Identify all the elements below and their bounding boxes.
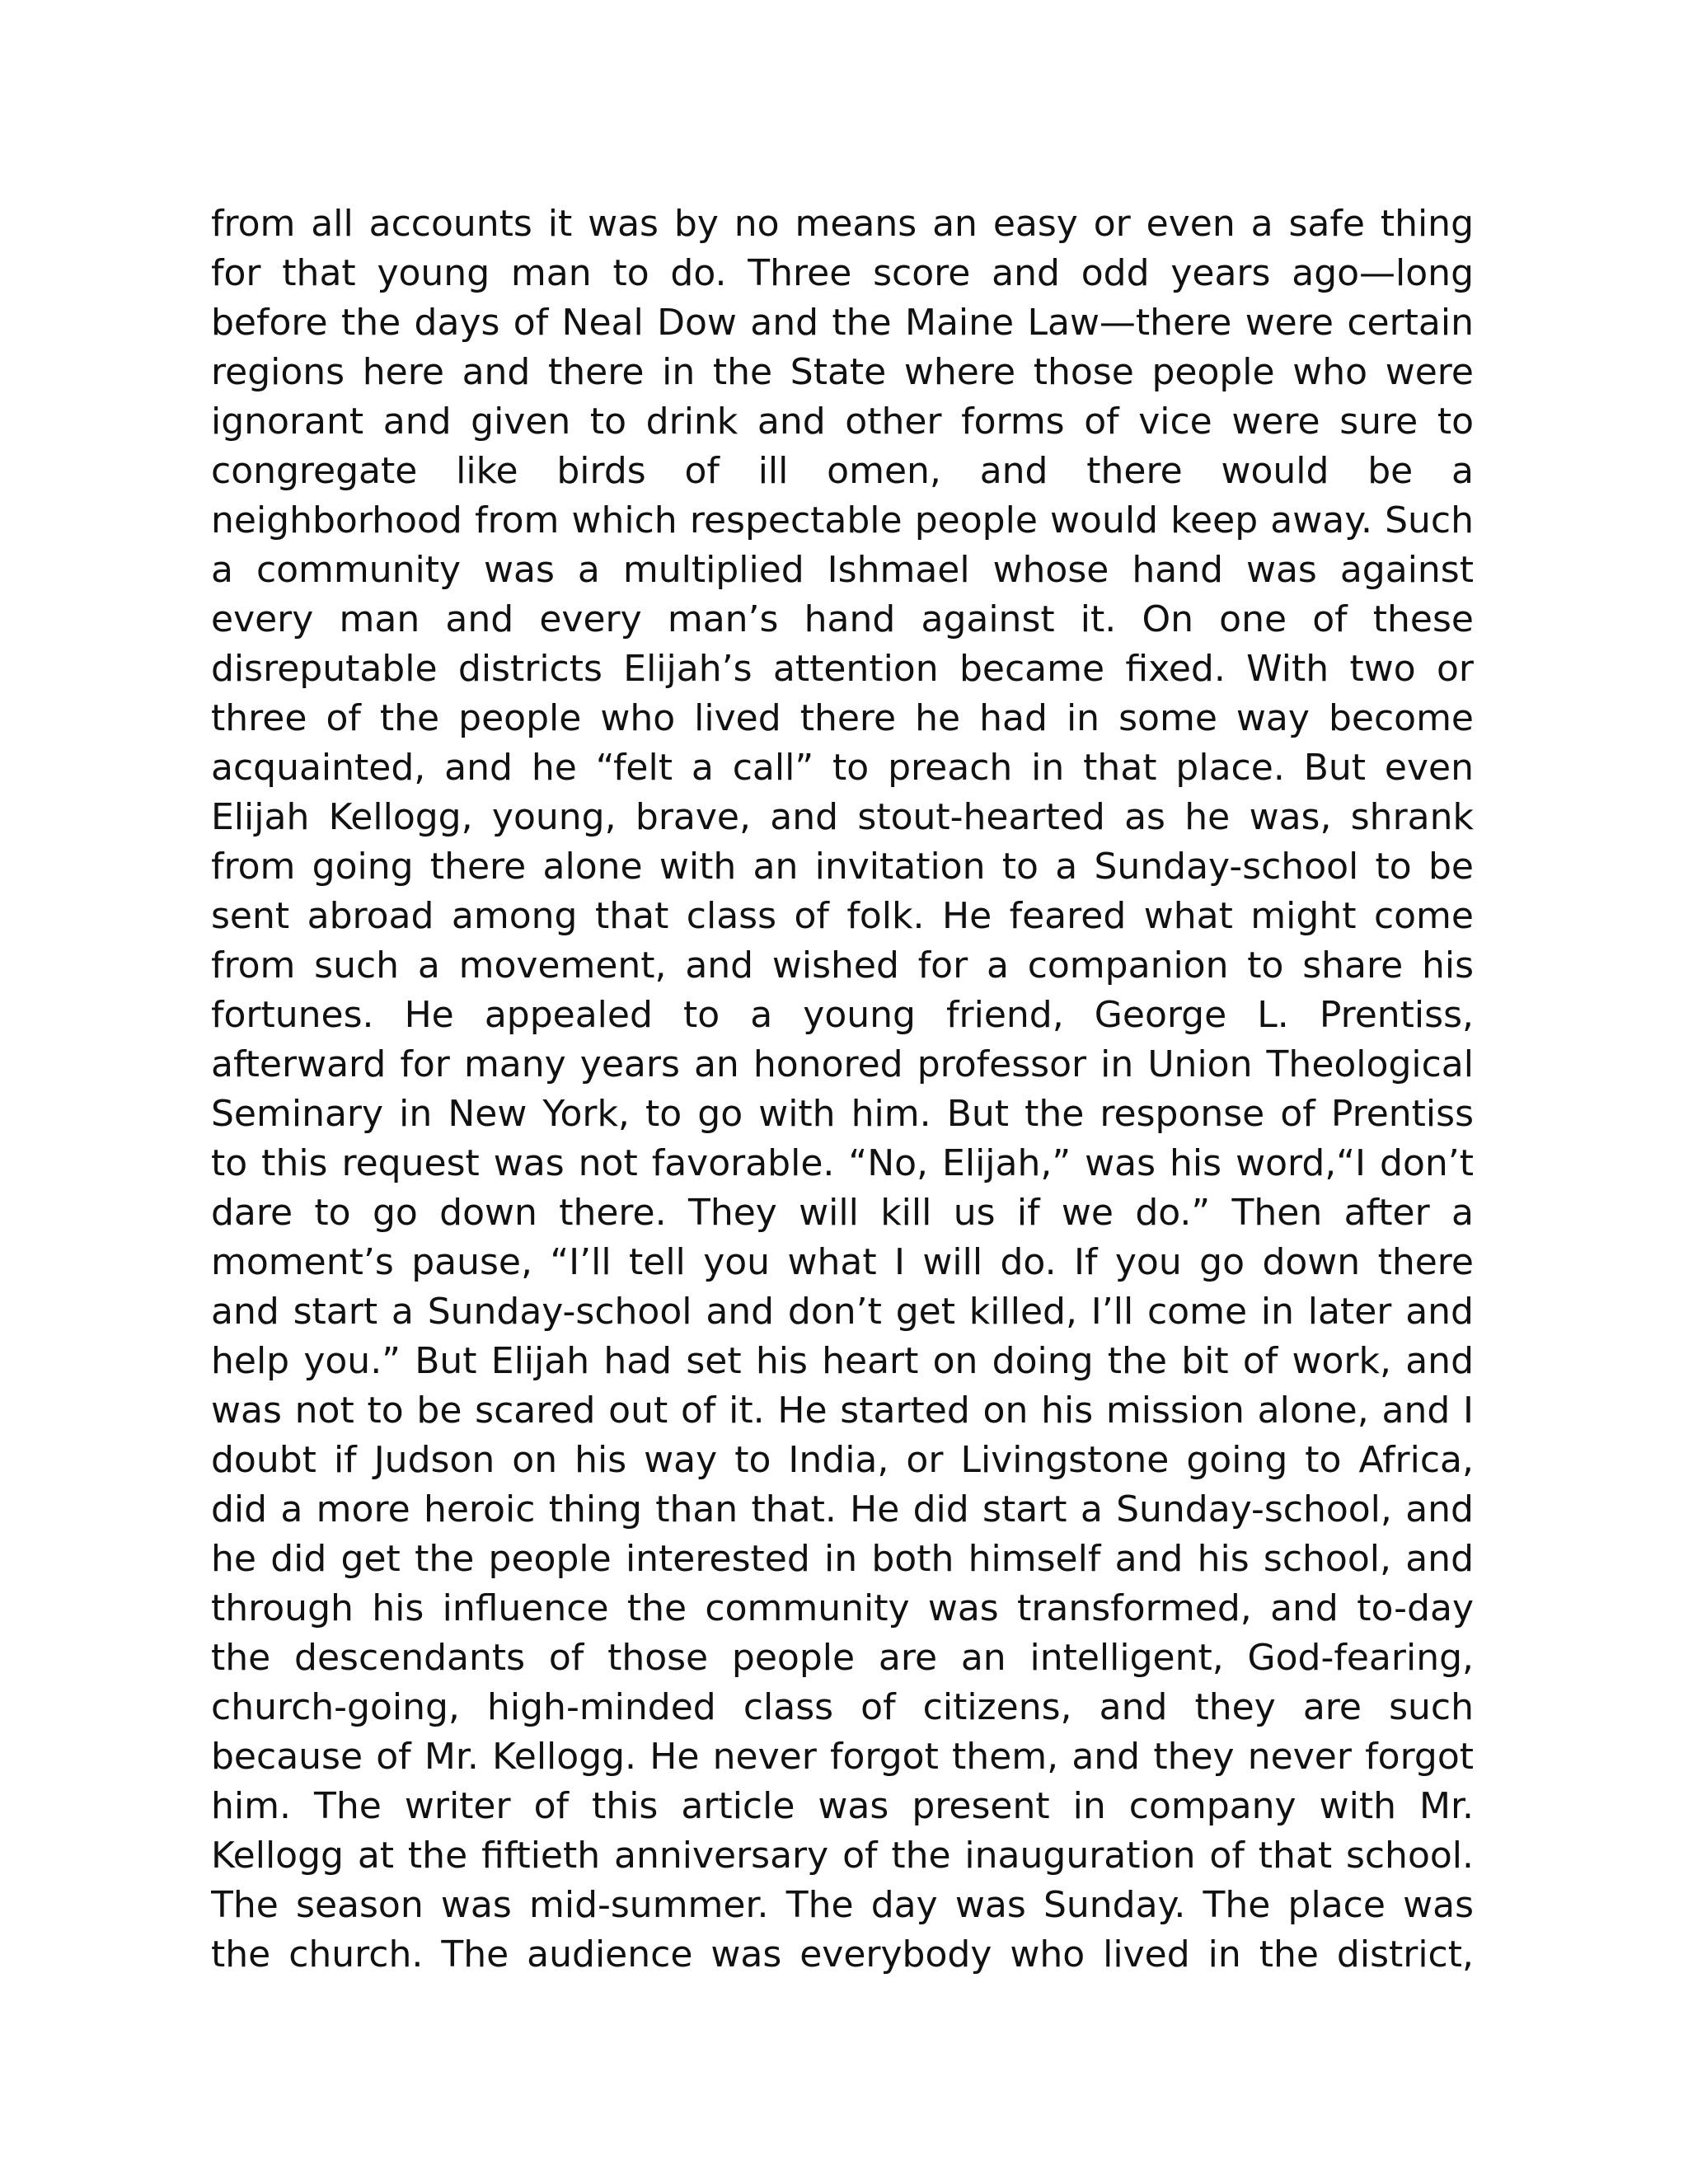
text-line: dare to go down there. They will kill us if we do.” Then after a — [211, 1192, 1474, 1234]
text-line: the church. The audience was everybody who lived in the district, — [211, 1933, 1474, 1975]
text-line: him. The writer of this article was present in company with Mr. — [211, 1785, 1474, 1827]
text-line: from all accounts it was by no means an easy or even a safe thing — [211, 203, 1474, 245]
text-line: the descendants of those people are an intelligent, God-fearing, — [211, 1637, 1474, 1679]
text-line: moment’s pause, “I’ll tell you what I will do. If you go down there — [211, 1241, 1474, 1283]
text-line: doubt if Judson on his way to India, or Livingstone going to Africa, — [211, 1439, 1474, 1481]
text-line: he did get the people interested in both himself and his school, and — [211, 1538, 1474, 1580]
text-line: three of the people who lived there he had in some way become — [211, 697, 1474, 739]
text-line: did a more heroic thing than that. He did start a Sunday-school, and — [211, 1488, 1474, 1530]
text-line: help you.” But Elijah had set his heart on doing the bit of work, and — [211, 1340, 1474, 1382]
text-line: for that young man to do. Three score and odd years ago—long — [211, 252, 1474, 294]
text-line: from going there alone with an invitation to a Sunday-school to be — [211, 846, 1474, 888]
text-line: a community was a multiplied Ishmael whose hand was against — [211, 549, 1474, 591]
text-line: Kellogg at the fiftieth anniversary of the inauguration of that school. — [211, 1835, 1474, 1877]
text-line: through his influence the community was transformed, and to-day — [211, 1587, 1474, 1629]
body-text — [211, 199, 1474, 1980]
text-line: every man and every man’s hand against it. On one of these — [211, 598, 1474, 640]
text-line: Elijah Kellogg, young, brave, and stout-hearted as he was, shrank — [211, 796, 1474, 838]
text-line: ignorant and given to drink and other forms of vice were sure to — [211, 401, 1474, 443]
text-line: neighborhood from which respectable people would keep away. Such — [211, 499, 1474, 541]
text-line: fortunes. He appealed to a young friend, George L. Prentiss, — [211, 994, 1474, 1036]
text-line: church-going, high-minded class of citizens, and they are such — [211, 1686, 1474, 1728]
text-line: congregate like birds of ill omen, and there would be a — [211, 450, 1474, 492]
text-line: regions here and there in the State where those people who were — [211, 351, 1474, 393]
text-line: afterward for many years an honored professor in Union Theological — [211, 1043, 1474, 1085]
text-line: from such a movement, and wished for a companion to share his — [211, 944, 1474, 987]
text-line: The season was mid-summer. The day was Sunday. The place was — [211, 1884, 1474, 1926]
text-line: was not to be scared out of it. He started on his mission alone, and I — [211, 1390, 1474, 1432]
text-line: disreputable districts Elijah’s attention became fixed. With two or — [211, 648, 1474, 690]
text-line: and start a Sunday-school and don’t get killed, I’ll come in later and — [211, 1291, 1474, 1333]
text-line: acquainted, and he “felt a call” to preach in that place. But even — [211, 747, 1474, 789]
text-line: before the days of Neal Dow and the Maine Law—there were certain — [211, 302, 1474, 344]
text-line: sent abroad among that class of folk. He feared what might come — [211, 895, 1474, 937]
text-line: to this request was not favorable. “No, Elijah,” was his word,“I don’t — [211, 1142, 1474, 1184]
text-line: because of Mr. Kellogg. He never forgot them, and they never forgot — [211, 1736, 1474, 1778]
text-line: Seminary in New York, to go with him. But the response of Prentiss — [211, 1093, 1474, 1135]
